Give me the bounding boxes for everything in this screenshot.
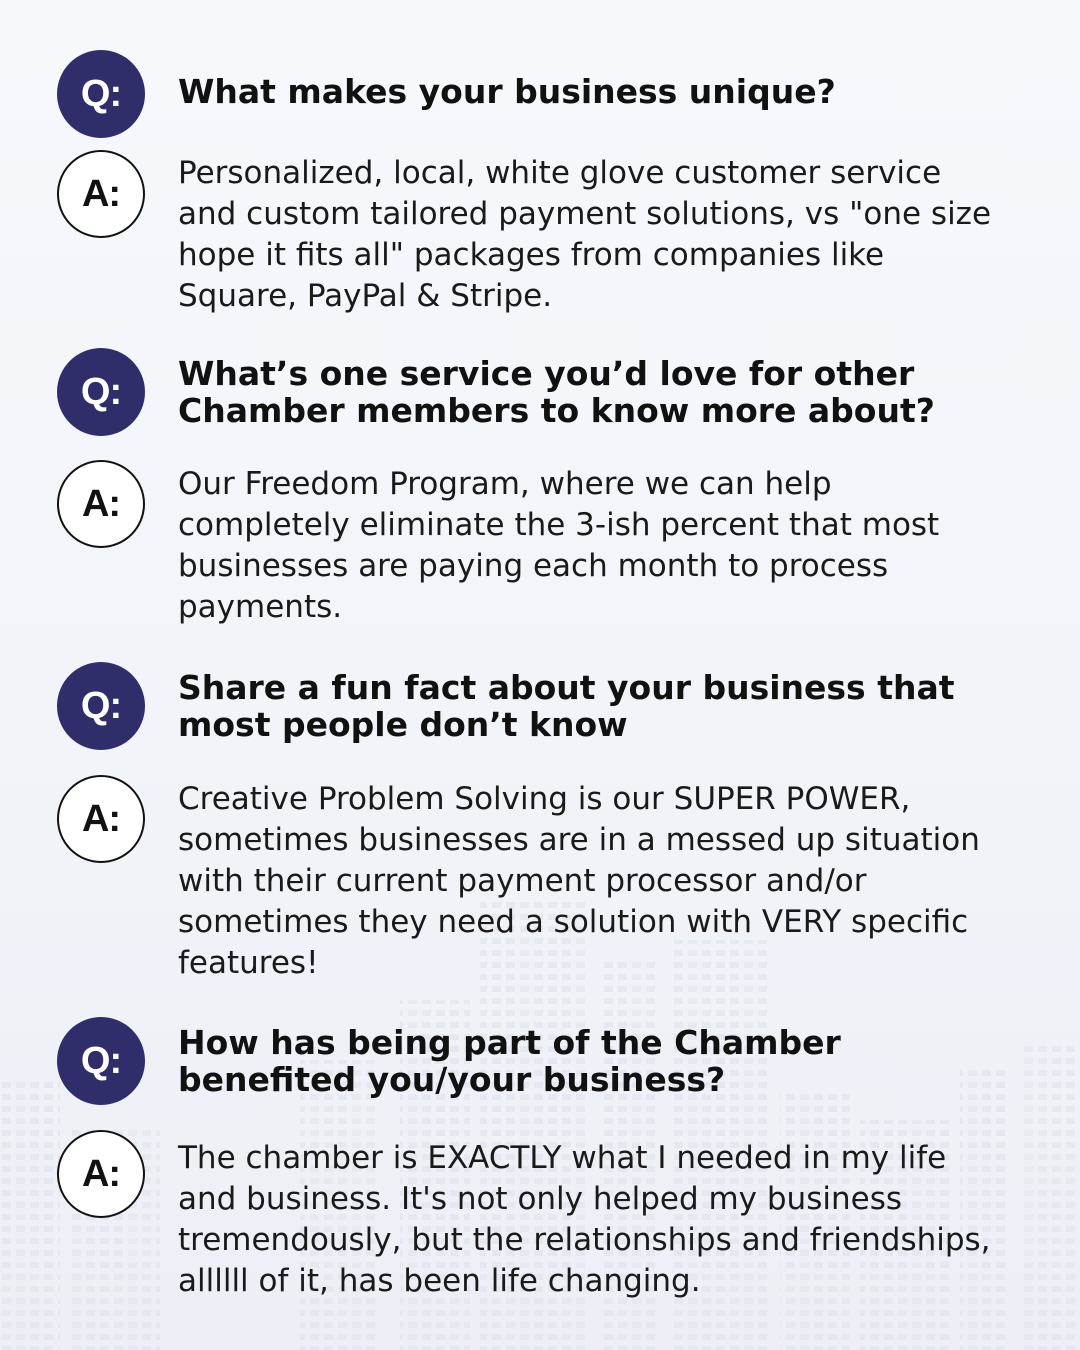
question-text: What’s one service you’d love for other Chamber members to know more about? (178, 354, 935, 430)
question-badge: Q: (57, 50, 145, 138)
answer-text: The chamber is EXACTLY what I needed in my life and business. It's not only helped my business tremendously, but the relationships and friendships, allllll of it, has been life changing. (178, 1140, 991, 1299)
question-text: What makes your business unique? (178, 72, 836, 111)
question-badge: Q: (57, 1017, 145, 1105)
answer-text: Our Freedom Program, where we can help completely eliminate the 3-ish percent that most businesses are paying each month to process payments. (178, 466, 940, 625)
answer-badge: A: (57, 460, 145, 548)
question-text: How has being part of the Chamber benefited you/your business? (178, 1023, 841, 1099)
question-badge: Q: (57, 662, 145, 750)
answer-badge: A: (57, 1130, 145, 1218)
answer-badge: A: (57, 775, 145, 863)
answer-badge: A: (57, 150, 145, 238)
answer-text: Personalized, local, white glove customer service and custom tailored payment solutions, vs "one size hope it fits all" packages from companies like Square, PayPal & Stripe. (178, 155, 992, 314)
question-text: Share a fun fact about your business that most people don’t know (178, 668, 955, 744)
answer-text: Creative Problem Solving is our SUPER POWER, sometimes businesses are in a messed up situation with their current payment processor and/or sometimes they need a solution with VERY specific features! (178, 781, 980, 981)
question-badge: Q: (57, 348, 145, 436)
